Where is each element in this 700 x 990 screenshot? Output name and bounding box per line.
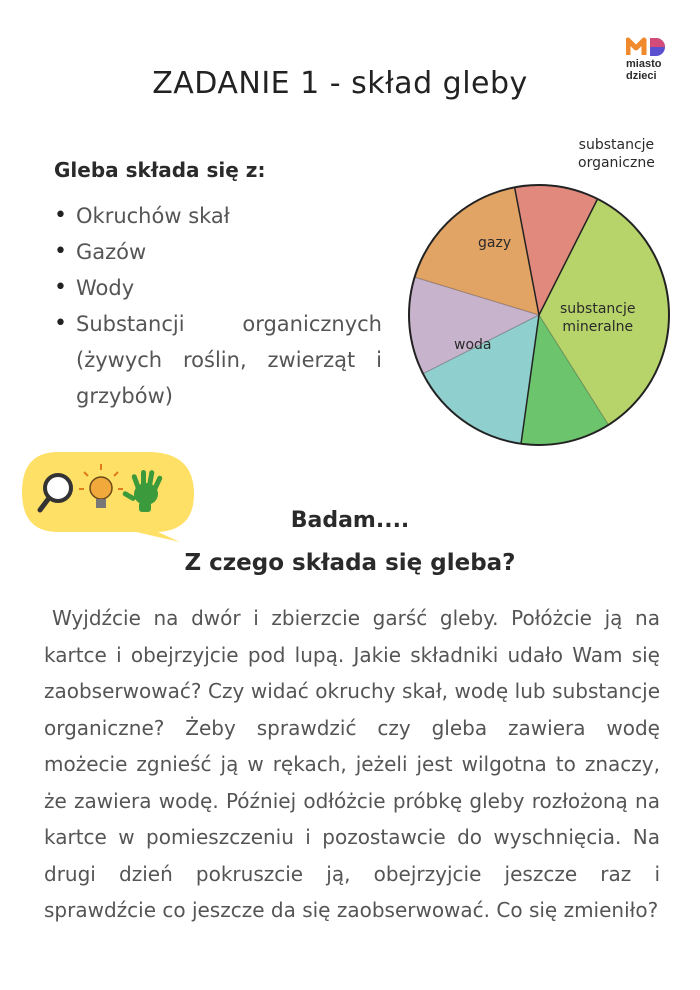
list-item: • Substancji organicznych (żywych roślin, zwierząt i grzybów) bbox=[54, 311, 382, 408]
list-item: • Okruchów skał bbox=[54, 203, 230, 228]
icon-bubble bbox=[18, 446, 198, 550]
pie-label-mineral: substancje mineralne bbox=[560, 301, 636, 335]
instructions-paragraph: Wyjdźcie na dwór i zbierzcie garść gleby. Połóżcie ją na kartce i obejrzyjcie pod lupą. Jakie składniki udało Wam się zaobserwować? Czy widać okruchy skał, wodę lub substancje organiczne? Żeby sprawdzić czy gleba zawiera wodę możecie zgnieść ją w rękach, jeżeli jest wilgotna to znaczy, że zawiera wodę. Później odłóżcie próbkę gleby rozłożoną na kartce w pomieszczeniu i pozostawcie do wyschnięcia. Na drugi dzień pokruszcie ją, obejrzyjcie jeszcze raz i sprawdźcie co jeszcze da się zaobserwować. Co się zmieniło? bbox=[44, 606, 660, 922]
logo-line1: miasto bbox=[626, 58, 662, 70]
pie-label-gases: gazy bbox=[478, 235, 512, 251]
pie-label-organic: substancje organiczne bbox=[578, 137, 655, 171]
pie-label-water: woda bbox=[454, 337, 492, 353]
components-list bbox=[52, 198, 382, 414]
list-item: • Wody bbox=[54, 275, 135, 300]
list-item: • Gazów bbox=[54, 239, 147, 264]
section-question: Z czego składa się gleba? bbox=[184, 550, 516, 576]
section-heading: Badam.... bbox=[290, 508, 410, 533]
page-title: ZADANIE 1 - skład gleby bbox=[152, 66, 528, 101]
intro-heading: Gleba składa się z: bbox=[54, 158, 266, 182]
logo-line2: dzieci bbox=[626, 70, 657, 82]
logo-mark bbox=[626, 36, 670, 56]
